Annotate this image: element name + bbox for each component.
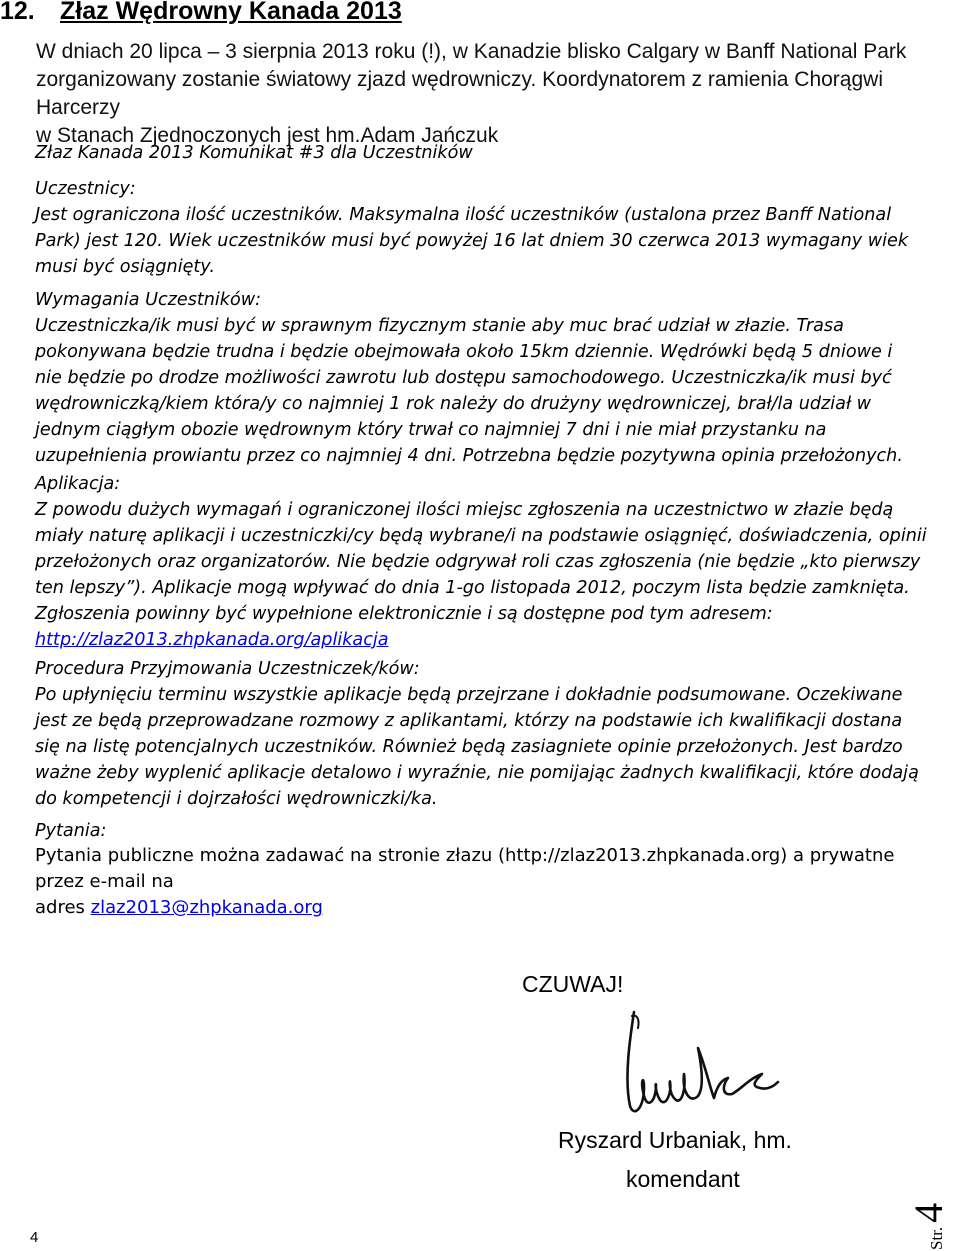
requirements-line: pokonywana będzie trudna i będzie obejmowała około 15km dziennie. Wędrówki będą 5 dniowe i — [35, 342, 893, 362]
section-heading — [0, 0, 402, 26]
procedure-line: jest ze będą przeprowadzane rozmowy z aplikantami, którzy na podstawie ich kwalifikacji dostana — [35, 711, 903, 731]
page-stamp — [906, 1150, 958, 1250]
application-line: Zgłoszenia powinny być wypełnione elektronicznie i są dostępne pod tym adresem: — [35, 604, 773, 624]
email-link[interactable]: zlaz2013@zhpkanada.org — [90, 897, 323, 918]
signatory-name: Ryszard Urbaniak, hm. — [558, 1127, 792, 1153]
signature-image — [610, 1008, 780, 1120]
questions-body — [35, 843, 894, 921]
application-line: miały naturę aplikacji i uczestniczki/cy będą wybrane/i na podstawie osiągnięć, doświadczenia, opinii — [35, 526, 927, 546]
questions-email-line — [35, 895, 894, 921]
participants-line: Jest ograniczona ilość uczestników. Maksymalna ilość uczestników (ustalona przez Banff National — [35, 205, 892, 225]
intro-line: w Stanach Zjednoczonych jest hm.Adam Jańczuk — [36, 124, 499, 147]
application-line: ten lepszy”). Aplikacje mogą wpływać do dnia 1-go listopada 2012, poczym lista będzie zamknięta. — [35, 578, 910, 598]
section-title: Złaz Wędrowny Kanada 2013 — [60, 0, 402, 25]
email-prefix: adres — [35, 897, 91, 918]
requirements-line: nie będzie po drodze możliwości zawrotu lub dostępu samochodowego. Uczestniczka/ik musi być — [35, 368, 892, 388]
procedure-line: do kompetencji i dojrzałości wędrowniczki/ka. — [35, 789, 438, 809]
participants-line: musi być osiągnięty. — [35, 257, 215, 277]
requirements-body — [35, 313, 903, 469]
application-heading: Aplikacja: — [35, 474, 121, 494]
participants-heading: Uczestnicy: — [35, 179, 136, 199]
requirements-line: Uczestniczka/ik musi być w sprawnym fizycznym stanie aby muc brać udział w złazie. Trasa — [35, 316, 844, 336]
procedure-line: ważne żeby wyplenić aplikacje detalowo i wyraźnie, nie pomijając żadnych kwalifikacji, które dodają — [35, 763, 919, 783]
procedure-heading: Procedura Przyjmowania Uczestniczek/ków: — [35, 659, 420, 679]
intro-line: zorganizowany zostanie światowy zjazd wędrowniczy. Koordynatorem z ramienia Chorągwi Harcerzy — [36, 68, 883, 119]
questions-line: przez e-mail na — [35, 871, 174, 892]
application-line: przełożonych oraz organizatorów. Nie będzie odgrywał roli czas zgłoszenia (nie będzie „kto pierwszy — [35, 552, 921, 572]
participants-body — [35, 202, 908, 280]
procedure-line: Po upłynięciu terminu wszystkie aplikacje będą przejrzane i dokładnie podsumowane. Oczekiwane — [35, 685, 903, 705]
requirements-line: jednym ciągłym obozie wędrownym który trwał co najmniej 7 dni i nie miał przystanku na — [35, 420, 827, 440]
section-number: 12. — [0, 0, 35, 25]
requirements-heading: Wymagania Uczestników: — [35, 290, 262, 310]
participants-line: Park) jest 120. Wiek uczestników musi być powyżej 16 lat dniem 30 czerwca 2013 wymagany wiek — [35, 231, 909, 251]
application-line: Z powodu dużych wymagań i ograniczonej ilości miejsc zgłoszenia na uczestnictwo w złazie będą — [35, 500, 894, 520]
closing-greeting: CZUWAJ! — [522, 971, 624, 997]
questions-line: Pytania publiczne można zadawać na stronie złazu (http://zlaz2013.zhpkanada.org) a prywatne — [35, 845, 895, 866]
page-stamp-number: 4 — [906, 1202, 951, 1223]
signatory-role: komendant — [626, 1166, 740, 1192]
questions-heading: Pytania: — [35, 821, 107, 841]
page-number: 4 — [30, 1229, 39, 1246]
communique-title: Złaz Kanada 2013 Komunikat #3 dla Uczestników — [35, 143, 473, 163]
application-body — [35, 497, 927, 653]
requirements-line: uzupełnienia prowiantu przez co najmniej 4 dni. Potrzebna będzie pozytywna opinia przełożonych. — [35, 446, 903, 466]
intro-line: W dniach 20 lipca – 3 sierpnia 2013 roku (!), w Kanadzie blisko Calgary w Banff National Park — [36, 40, 907, 63]
requirements-line: wędrowniczką/kiem która/y co najmniej 1 rok należy do drużyny wędrowniczej, brał/la udział w — [35, 394, 871, 414]
procedure-line: się na listę potencjalnych uczestników. Również będą zasiagniete opinie przełożonych. Jest bardzo — [35, 737, 903, 757]
page-stamp-label: Str. — [927, 1226, 946, 1250]
application-link[interactable]: http://zlaz2013.zhpkanada.org/aplikacja — [35, 630, 389, 650]
procedure-body — [35, 682, 919, 812]
intro-paragraph — [36, 38, 946, 150]
